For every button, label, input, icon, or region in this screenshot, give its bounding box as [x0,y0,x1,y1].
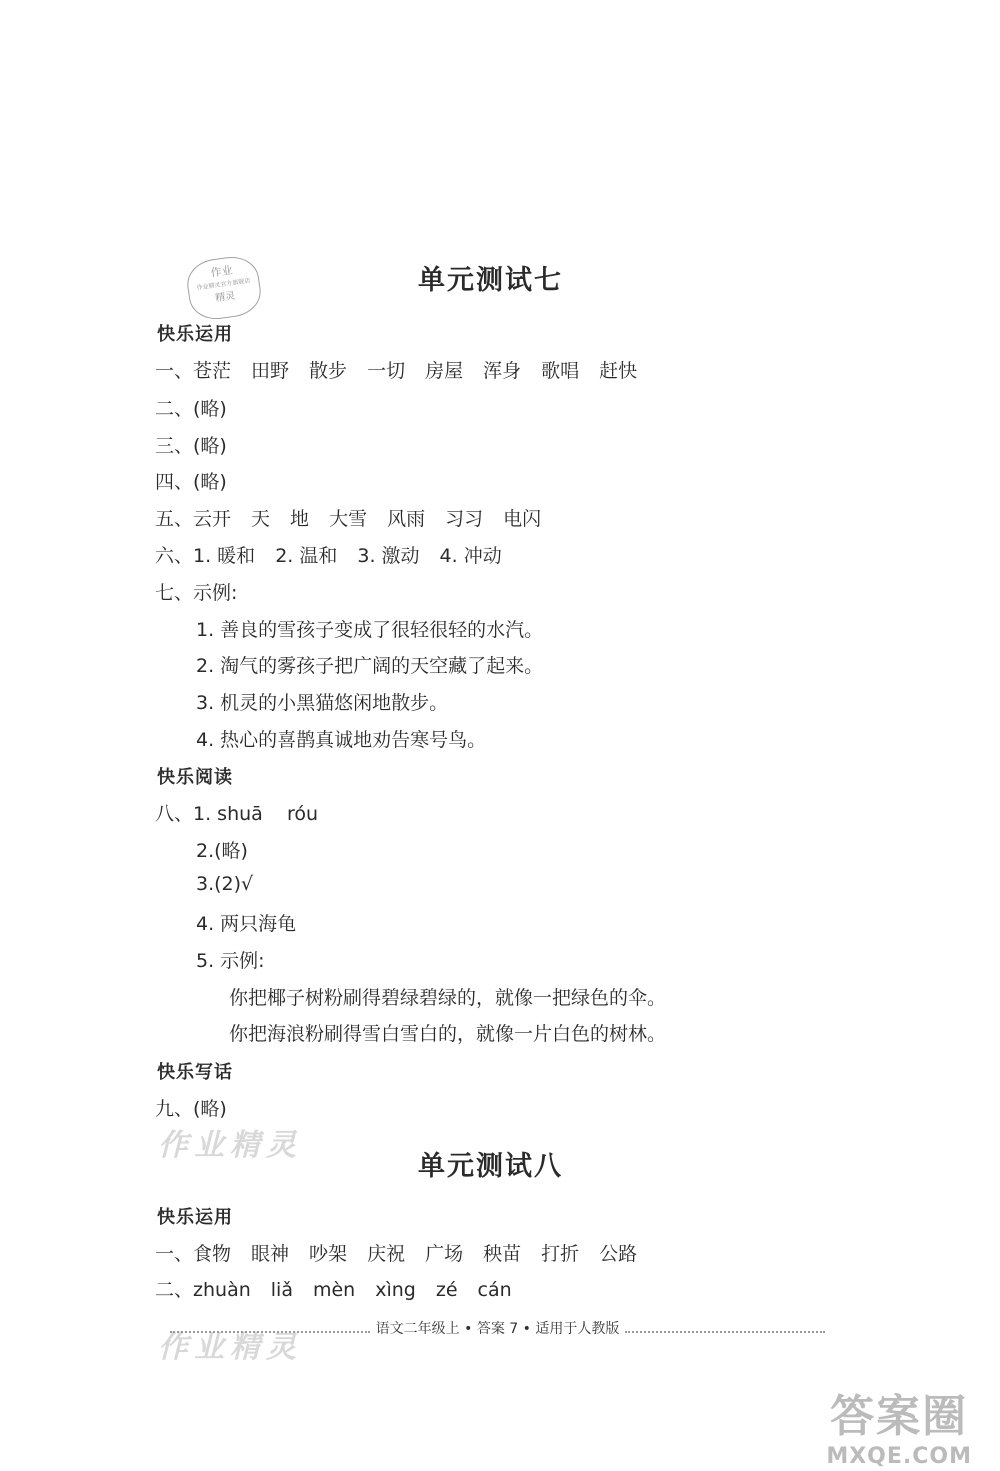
unit7-q5: 五、云开 天 地 大雪 风雨 习习 电闪 [155,508,542,530]
footer-text: 语文二年级上 • 答案 7 • 适用于人教版 [375,1321,620,1337]
unit7-q1: 一、苍茫 田野 散步 一切 房屋 浑身 歌唱 赶快 [155,360,638,382]
unit7-q8: 八、1. shuā róu [155,803,319,825]
watermark-text: 作业精灵 [158,1128,302,1163]
unit7-section-writing: 快乐写话 [157,1062,233,1083]
footer-dots-left [170,1323,370,1333]
unit7-q8-item: 5. 示例: [196,950,265,972]
unit7-q3: 三、(略) [155,435,227,457]
unit7-q8-sub: 你把海浪粉刷得雪白雪白的，就像一片白色的树林。 [229,1023,667,1045]
corner-logo-text: 答案圈 [830,1391,969,1442]
corner-watermark-logo [826,1380,972,1469]
unit7-q2: 二、(略) [155,398,227,420]
unit7-q9: 九、(略) [155,1098,227,1120]
unit7-q7: 七、示例: [155,582,238,604]
unit7-q7-item: 2. 淘气的雾孩子把广阔的天空藏了起来。 [196,655,544,677]
unit8-q1: 一、食物 眼神 吵架 庆祝 广场 秧苗 打折 公路 [155,1243,638,1265]
watermark-text: 作业精灵 [158,1330,302,1365]
unit7-section-reading: 快乐阅读 [157,767,233,788]
unit7-q7-item: 1. 善良的雪孩子变成了很轻很轻的水汽。 [196,619,544,641]
unit7-q8-item: 4. 两只海龟 [196,913,297,935]
unit7-q7-item: 3. 机灵的小黑猫悠闲地散步。 [196,692,449,714]
unit7-q8-sub: 你把椰子树粉刷得碧绿碧绿的，就像一把绿色的伞。 [229,987,667,1009]
unit8-q2: 二、zhuàn liǎ mèn xìng zé cán [155,1279,512,1301]
unit8-title: 单元测试八 [418,1151,563,1182]
unit7-q8-item: 3.(2)√ [196,873,254,895]
footer-dots-right [625,1323,825,1333]
unit7-q6: 六、1. 暖和 2. 温和 3. 激动 4. 冲动 [155,545,502,567]
stamp-seal: 作业 作业精灵官方旗舰店 精灵 [184,253,264,322]
unit7-q8-item: 2.(略) [196,840,248,862]
unit8-section-usage: 快乐运用 [157,1207,233,1228]
corner-logo-url: MXQE.COM [826,1444,972,1469]
unit7-q7-item: 4. 热心的喜鹊真诚地劝告寒号鸟。 [196,729,487,751]
unit7-section-usage: 快乐运用 [157,324,233,345]
page-footer [170,1318,825,1338]
unit7-q4: 四、(略) [155,471,227,493]
unit7-title: 单元测试七 [418,265,563,296]
